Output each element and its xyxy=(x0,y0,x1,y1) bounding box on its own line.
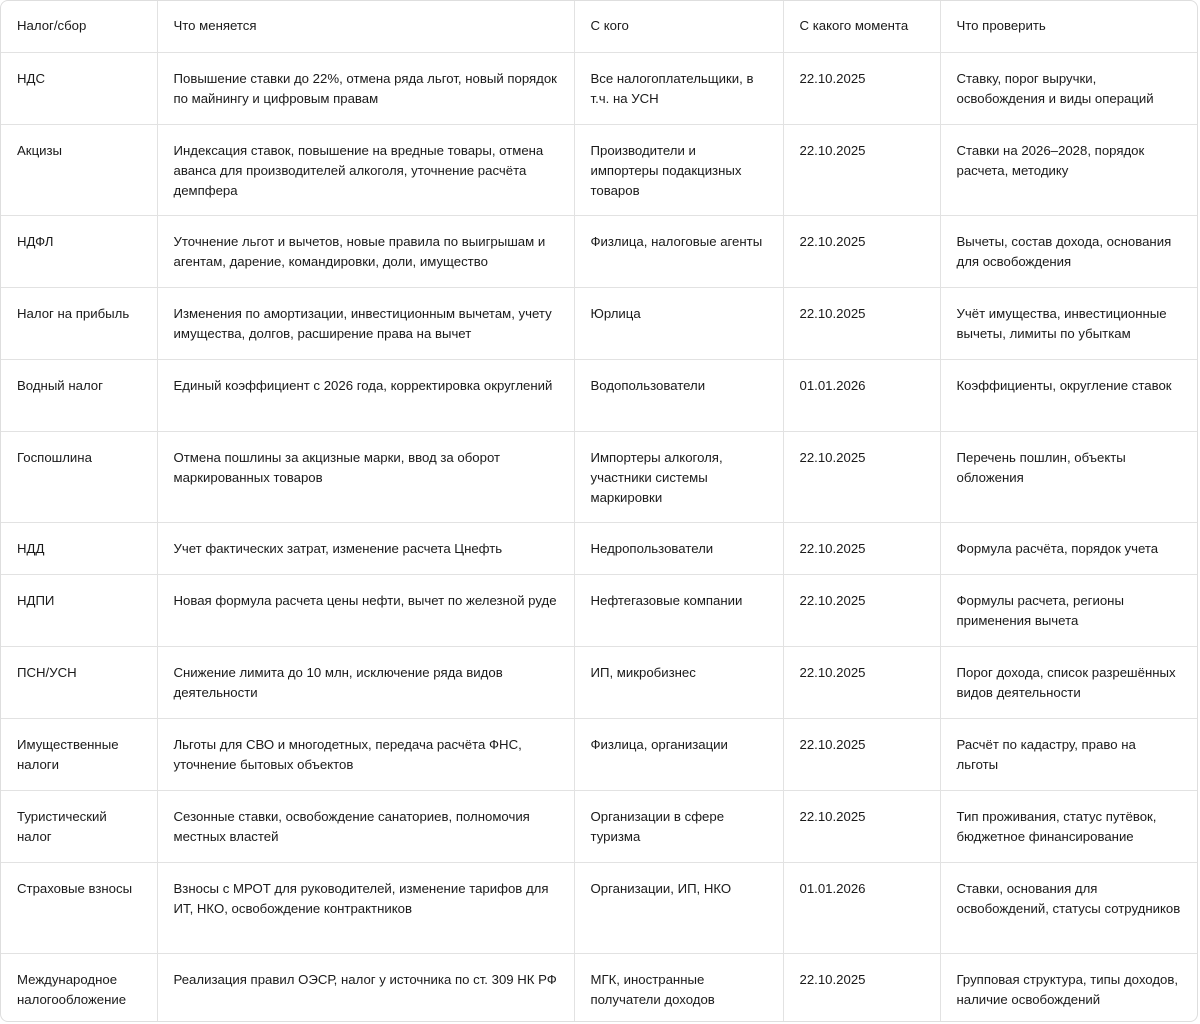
cell-change: Единый коэффициент с 2026 года, корректировка округлений xyxy=(157,359,574,431)
cell-who: Физлица, организации xyxy=(574,718,783,790)
table-row xyxy=(1,287,1197,359)
cell-check: Ставки на 2026–2028, порядок расчета, методику xyxy=(940,124,1197,215)
header-who: С кого xyxy=(574,1,783,52)
cell-who: ИП, микробизнес xyxy=(574,646,783,718)
cell-date: 22.10.2025 xyxy=(783,718,940,790)
cell-tax: ПСН/УСН xyxy=(1,646,157,718)
tax-changes-table xyxy=(1,1,1197,1022)
cell-who: Юрлица xyxy=(574,287,783,359)
cell-change: Льготы для СВО и многодетных, передача расчёта ФНС, уточнение бытовых объектов xyxy=(157,718,574,790)
cell-tax: Туристический налог xyxy=(1,790,157,862)
cell-check: Перечень пошлин, объекты обложения xyxy=(940,431,1197,522)
cell-check: Ставку, порог выручки, освобождения и виды операций xyxy=(940,52,1197,124)
cell-tax: Акцизы xyxy=(1,124,157,215)
cell-change: Снижение лимита до 10 млн, исключение ряда видов деятельности xyxy=(157,646,574,718)
cell-who: Организации в сфере туризма xyxy=(574,790,783,862)
cell-tax: НДФЛ xyxy=(1,215,157,287)
cell-check: Расчёт по кадастру, право на льготы xyxy=(940,718,1197,790)
table-row xyxy=(1,359,1197,431)
table-row xyxy=(1,522,1197,574)
header-date: С какого момента xyxy=(783,1,940,52)
cell-who: Физлица, налоговые агенты xyxy=(574,215,783,287)
table-row xyxy=(1,790,1197,862)
cell-change: Уточнение льгот и вычетов, новые правила по выигрышам и агентам, дарение, командировки, доли, имущество xyxy=(157,215,574,287)
cell-check: Ставки, основания для освобождений, статусы сотрудников xyxy=(940,862,1197,953)
cell-change: Сезонные ставки, освобождение санаториев, полномочия местных властей xyxy=(157,790,574,862)
cell-check: Порог дохода, список разрешённых видов деятельности xyxy=(940,646,1197,718)
cell-tax: Госпошлина xyxy=(1,431,157,522)
cell-change: Реализация правил ОЭСР, налог у источника по ст. 309 НК РФ xyxy=(157,953,574,1022)
table-body xyxy=(1,52,1197,1022)
cell-date: 22.10.2025 xyxy=(783,124,940,215)
header-check: Что проверить xyxy=(940,1,1197,52)
cell-date: 22.10.2025 xyxy=(783,431,940,522)
table-header-row xyxy=(1,1,1197,52)
cell-tax: НДС xyxy=(1,52,157,124)
cell-change: Взносы с МРОТ для руководителей, изменение тарифов для ИТ, НКО, освобождение контрактников xyxy=(157,862,574,953)
cell-who: Все налогоплательщики, в т.ч. на УСН xyxy=(574,52,783,124)
cell-who: Недропользователи xyxy=(574,522,783,574)
cell-tax: Налог на прибыль xyxy=(1,287,157,359)
cell-date: 22.10.2025 xyxy=(783,574,940,646)
cell-change: Индексация ставок, повышение на вредные товары, отмена аванса для производителей алкоголя, уточнение расчёта демпфера xyxy=(157,124,574,215)
cell-date: 01.01.2026 xyxy=(783,862,940,953)
cell-tax: Международное налогообложение xyxy=(1,953,157,1022)
cell-check: Формула расчёта, порядок учета xyxy=(940,522,1197,574)
cell-check: Вычеты, состав дохода, основания для освобождения xyxy=(940,215,1197,287)
table-row xyxy=(1,646,1197,718)
cell-change: Новая формула расчета цены нефти, вычет по железной руде xyxy=(157,574,574,646)
table-row xyxy=(1,124,1197,215)
table-row xyxy=(1,574,1197,646)
cell-date: 22.10.2025 xyxy=(783,953,940,1022)
table-row xyxy=(1,215,1197,287)
cell-check: Групповая структура, типы доходов, наличие освобождений xyxy=(956,971,1179,1007)
cell-change: Учет фактических затрат, изменение расчета Цнефть xyxy=(157,522,574,574)
cell-change: Изменения по амортизации, инвестиционным вычетам, учету имущества, долгов, расширение права на вычет xyxy=(157,287,574,359)
cell-who: Нефтегазовые компании xyxy=(574,574,783,646)
cell-date: 22.10.2025 xyxy=(783,52,940,124)
cell-tax: Водный налог xyxy=(1,359,157,431)
cell-check: Формулы расчета, регионы применения вычета xyxy=(940,574,1197,646)
cell-date: 22.10.2025 xyxy=(783,215,940,287)
cell-who: Импортеры алкоголя, участники системы маркировки xyxy=(574,431,783,522)
cell-check: Тип проживания, статус путёвок, бюджетное финансирование xyxy=(940,790,1197,862)
table-row xyxy=(1,953,1197,1022)
cell-tax: Имущественные налоги xyxy=(1,718,157,790)
cell-who: Организации, ИП, НКО xyxy=(574,862,783,953)
cell-change: Отмена пошлины за акцизные марки, ввод за оборот маркированных товаров xyxy=(157,431,574,522)
cell-date: 01.01.2026 xyxy=(783,359,940,431)
table-row xyxy=(1,52,1197,124)
cell-date: 22.10.2025 xyxy=(783,790,940,862)
cell-change: Повышение ставки до 22%, отмена ряда льгот, новый порядок по майнингу и цифровым правам xyxy=(157,52,574,124)
table-row xyxy=(1,718,1197,790)
cell-check: Коэффициенты, округление ставок xyxy=(940,359,1197,431)
cell-tax: НДПИ xyxy=(1,574,157,646)
cell-date: 22.10.2025 xyxy=(783,522,940,574)
cell-date: 22.10.2025 xyxy=(783,287,940,359)
cell-who: Водопользователи xyxy=(574,359,783,431)
header-tax: Налог/сбор xyxy=(1,1,157,52)
table-row xyxy=(1,431,1197,522)
table-row xyxy=(1,862,1197,953)
cell-who: МГК, иностранные получатели доходов xyxy=(574,953,783,1022)
cell-tax: Страховые взносы xyxy=(1,862,157,953)
cell-tax: НДД xyxy=(1,522,157,574)
header-change: Что меняется xyxy=(157,1,574,52)
cell-date: 22.10.2025 xyxy=(783,646,940,718)
cell-who: Производители и импортеры подакцизных товаров xyxy=(574,124,783,215)
cell-check: Учёт имущества, инвестиционные вычеты, лимиты по убыткам xyxy=(940,287,1197,359)
